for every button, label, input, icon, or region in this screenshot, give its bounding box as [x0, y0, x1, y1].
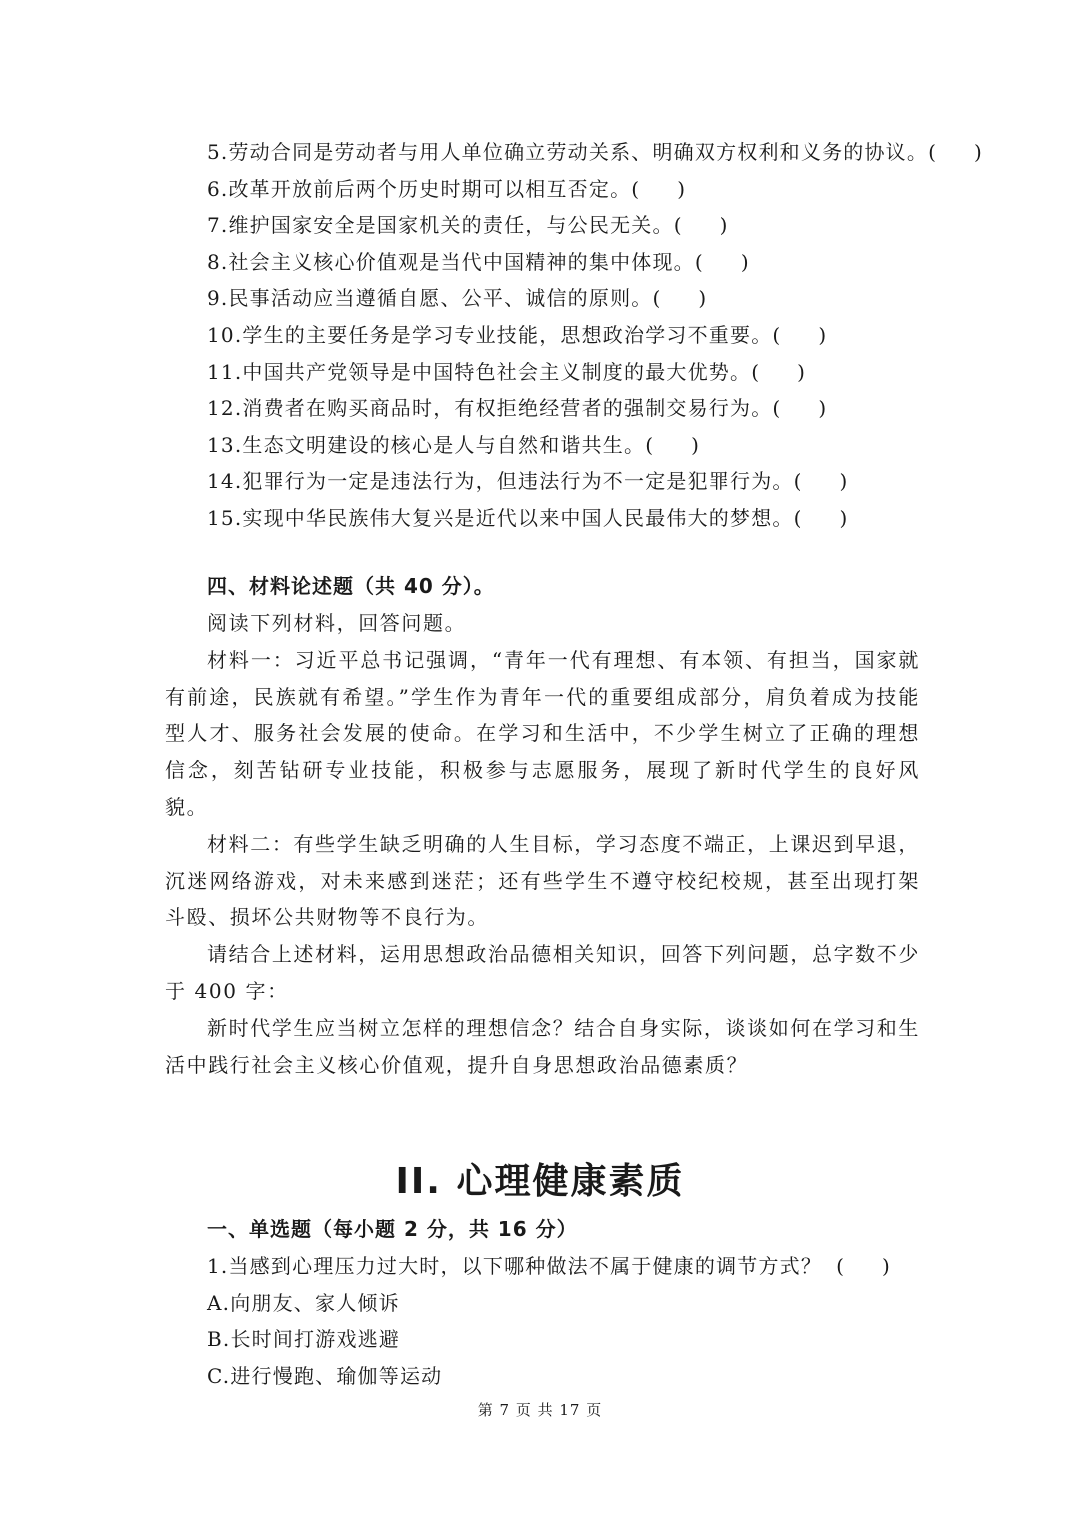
answer-blank: ( ) [673, 213, 728, 238]
question-text: 6.改革开放前后两个历史时期可以相互否定。 [207, 176, 632, 201]
question-text: 12.消费者在购买商品时，有权拒绝经营者的强制交易行为。 [207, 396, 773, 421]
true-false-question-list [207, 134, 982, 537]
material-two-paragraph: 材料二：有些学生缺乏明确的人生目标，学习态度不端正，上课迟到早退，沉迷网络游戏，对未来感到迷茫；还有些学生不遵守校纪校规，甚至出现打架斗殴、损坏公共财物等不良行为。 [165, 831, 920, 930]
answer-blank: ( ) [928, 140, 982, 164]
part-title: II. 心理健康素质 [395, 1161, 685, 1202]
question-text: 14.犯罪行为一定是违法行为，但违法行为不一定是犯罪行为。 [207, 469, 794, 494]
true-false-item [207, 207, 967, 244]
true-false-item [207, 354, 967, 391]
section-heading: 一、单选题（每小题 2 分，共 16 分） [207, 1217, 578, 1241]
answer-blank: ( ) [631, 176, 686, 201]
page-footer: 第 7 页 共 17 页 [477, 1401, 603, 1419]
answer-blank: ( ) [793, 505, 848, 530]
mc-option: B.长时间打游戏逃避 [207, 1327, 401, 1351]
essay-section [165, 568, 920, 1083]
answer-blank: ( ) [645, 432, 699, 457]
answer-blank: ( ) [793, 469, 848, 494]
answer-blank: ( ) [751, 359, 805, 384]
true-false-item [207, 171, 967, 208]
question-text: 11.中国共产党领导是中国特色社会主义制度的最大优势。 [207, 359, 752, 384]
instruction-paragraph: 请结合上述材料，运用思想政治品德相关知识，回答下列问题，总字数不少于 400 字： [165, 942, 920, 1003]
question-text: 13.生态文明建设的核心是人与自然和谐共生。 [207, 432, 646, 457]
question-text: 10.学生的主要任务是学习专业技能，思想政治学习不重要。 [207, 322, 773, 347]
answer-blank: ( ) [836, 1254, 890, 1278]
intro-paragraph: 阅读下列材料，回答问题。 [207, 611, 467, 635]
answer-blank: ( ) [772, 396, 827, 421]
answer-blank: ( ) [694, 249, 749, 274]
true-false-item [207, 500, 967, 537]
mc-question [207, 1248, 947, 1285]
question-text: 5.劳动合同是劳动者与用人单位确立劳动关系、明确双方权利和义务的协议。 [207, 140, 929, 164]
true-false-item [207, 244, 967, 281]
material-one-paragraph: 材料一：习近平总书记强调，“青年一代有理想、有本领、有担当，国家就有前途，民族就有希望。”学生作为青年一代的重要组成部分，肩负着成为技能型人才、服务社会发展的使命。在学习和生活中，不少学生树立了正确的理想信念，刻苦钻研专业技能，积极参与志愿服务，展现了新时代学生的良好风貌。 [165, 647, 920, 819]
section-heading: 四、材料论述题（共 40 分）。 [207, 574, 495, 598]
true-false-item [207, 427, 967, 464]
true-false-item [207, 390, 967, 427]
question-text: 15.实现中华民族伟大复兴是近代以来中国人民最伟大的梦想。 [207, 505, 794, 530]
mc-option: A.向朋友、家人倾诉 [207, 1290, 400, 1315]
true-false-item [207, 317, 967, 354]
multiple-choice-section [207, 1210, 947, 1394]
answer-blank: ( ) [652, 286, 707, 311]
essay-question-paragraph: 新时代学生应当树立怎样的理想信念？结合自身实际，谈谈如何在学习和生活中践行社会主义核心价值观，提升自身思想政治品德素质？ [165, 1015, 920, 1077]
true-false-item [207, 463, 967, 500]
true-false-item [207, 134, 982, 171]
question-text: 1.当感到心理压力过大时，以下哪种做法不属于健康的调节方式？ [207, 1254, 823, 1278]
true-false-item [207, 280, 967, 317]
mc-option: C.进行慢跑、瑜伽等运动 [207, 1363, 443, 1388]
answer-blank: ( ) [772, 322, 827, 347]
question-text: 7.维护国家安全是国家机关的责任，与公民无关。 [207, 213, 674, 238]
question-text: 8.社会主义核心价值观是当代中国精神的集中体现。 [207, 249, 695, 274]
question-text: 9.民事活动应当遵循自愿、公平、诚信的原则。 [207, 286, 653, 311]
